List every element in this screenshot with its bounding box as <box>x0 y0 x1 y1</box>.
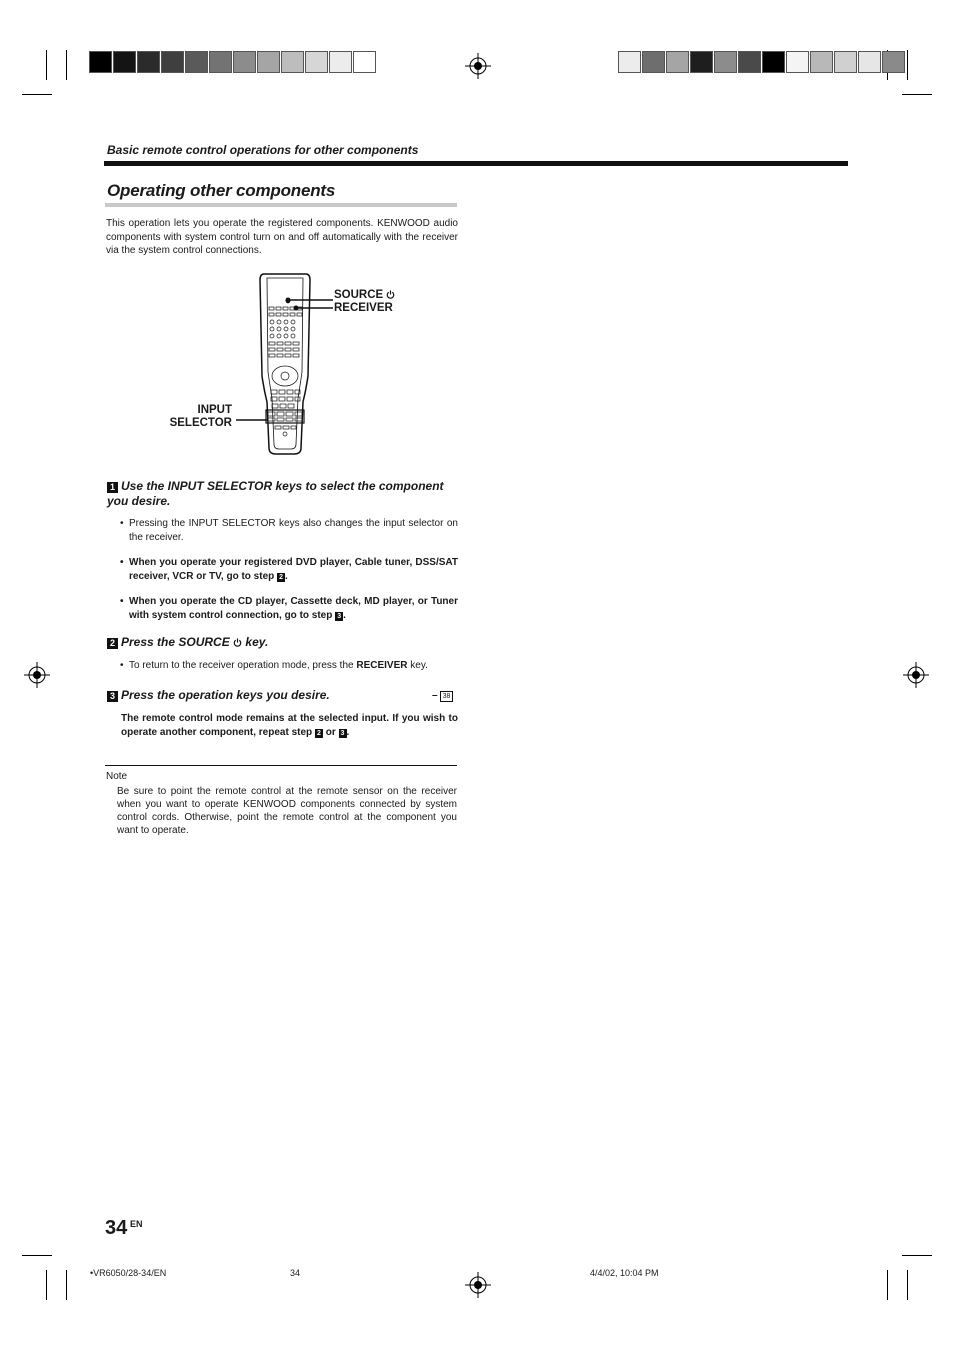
power-icon <box>233 638 242 647</box>
step-2-bullet-pre: To return to the receiver operation mode, press the <box>129 660 354 671</box>
step-3-body-or: or <box>325 726 336 738</box>
intro-paragraph: This operation lets you operate the registered components. KENWOOD audio components with system control turn on and off automatically with the receiver via the system control connections. <box>106 218 458 256</box>
step-1-bullet-text: Pressing the INPUT SELECTOR keys also changes the input selector on the receiver. <box>129 518 458 543</box>
crop-mark <box>66 1270 67 1300</box>
crop-mark <box>902 1255 932 1256</box>
step-1-bullet-text: When you operate your registered DVD player, Cable tuner, DSS/SAT receiver, VCR or TV, go to step <box>129 557 458 582</box>
step-1-bullet: • When you operate the CD player, Cassette deck, MD player, or Tuner with system control connection, go to step 3 . <box>120 596 458 621</box>
color-swatch <box>642 51 665 73</box>
color-swatch <box>209 51 232 73</box>
callout-lines <box>230 290 340 430</box>
step-1-title-text: Use the INPUT SELECTOR keys to select the component you desire. <box>107 479 444 508</box>
color-bar-right <box>618 51 906 73</box>
footer-timestamp: 4/4/02, 10:04 PM <box>590 1268 659 1278</box>
color-swatch <box>882 51 905 73</box>
step-2-title <box>107 635 459 650</box>
color-swatch <box>762 51 785 73</box>
step-ref-badge: 3 <box>335 612 343 621</box>
color-swatch <box>858 51 881 73</box>
crop-mark <box>907 1270 908 1300</box>
crop-mark <box>907 50 908 80</box>
color-swatch <box>618 51 641 73</box>
source-callout <box>334 289 395 302</box>
receiver-callout: RECEIVER <box>334 302 393 314</box>
color-swatch <box>233 51 256 73</box>
color-swatch <box>185 51 208 73</box>
page-ref-box-icon: 38 <box>440 691 454 702</box>
step-ref-badge: 3 <box>339 729 347 738</box>
crop-mark <box>46 1270 47 1300</box>
color-swatch <box>161 51 184 73</box>
color-swatch <box>329 51 352 73</box>
step-1-title <box>107 479 459 509</box>
input-selector-callout <box>160 404 232 430</box>
page-number: 34 <box>105 1217 128 1239</box>
page-language: EN <box>130 1219 143 1229</box>
step-3-body: The remote control mode remains at the selected input. If you wish to operate another component, repeat step 2 or 3 . <box>121 713 458 738</box>
power-icon <box>386 290 395 299</box>
registration-mark-icon <box>24 662 50 688</box>
color-swatch <box>738 51 761 73</box>
step-2-bullet: • To return to the receiver operation mode, press the RECEIVER key. <box>120 660 428 671</box>
step-2-title-pre: Press the SOURCE <box>121 635 230 649</box>
crop-mark <box>902 94 932 95</box>
crop-mark <box>22 1255 52 1256</box>
step-2-bullet-post: key. <box>410 660 428 671</box>
section-heading: Basic remote control operations for other components <box>107 143 419 157</box>
color-swatch <box>137 51 160 73</box>
registration-mark-icon <box>465 1272 491 1298</box>
crop-mark <box>22 94 52 95</box>
step-1-bullet-text: When you operate the CD player, Cassette deck, MD player, or Tuner with system control connection, go to step <box>129 596 458 621</box>
source-callout-label: SOURCE <box>334 289 384 301</box>
note-divider <box>105 765 457 766</box>
step-number-badge: 3 <box>107 691 118 702</box>
color-swatch <box>353 51 376 73</box>
receiver-key-label: RECEIVER <box>356 660 408 671</box>
step-number-badge: 1 <box>107 482 118 493</box>
color-swatch <box>714 51 737 73</box>
note-body: Be sure to point the remote control at the remote sensor on the receiver when you want to operate KENWOOD components connected by system control cords. Otherwise, point the remote control at the component you want to operate. <box>117 786 457 836</box>
step-1-bullet: • When you operate your registered DVD player, Cable tuner, DSS/SAT receiver, VCR or TV, go to step 2 . <box>120 557 458 582</box>
color-swatch <box>305 51 328 73</box>
footer-page: 34 <box>290 1268 301 1278</box>
step-3-title <box>107 688 367 703</box>
page-reference: – 38 <box>432 690 453 702</box>
step-number-badge: 2 <box>107 638 118 649</box>
footer-file-id: •VR6050/28-34/EN <box>90 1268 167 1278</box>
step-ref-badge: 2 <box>277 573 285 582</box>
color-swatch <box>786 51 809 73</box>
step-3-body-text: The remote control mode remains at the selected input. If you wish to operate another component, repeat step <box>121 713 458 738</box>
step-3-title-text: Press the operation keys you desire. <box>121 688 330 702</box>
color-swatch <box>810 51 833 73</box>
color-swatch <box>834 51 857 73</box>
registration-mark-icon <box>465 53 491 79</box>
crop-mark <box>46 50 47 80</box>
color-bar-left <box>89 51 377 73</box>
color-swatch <box>89 51 112 73</box>
page-title: Operating other components <box>107 181 336 200</box>
step-ref-badge: 2 <box>315 729 323 738</box>
note-label: Note <box>106 771 128 782</box>
color-swatch <box>281 51 304 73</box>
crop-mark <box>66 50 67 80</box>
color-swatch <box>113 51 136 73</box>
crop-mark <box>887 1270 888 1300</box>
input-callout-line1: INPUT <box>197 404 232 416</box>
step-1-bullet: • Pressing the INPUT SELECTOR keys also changes the input selector on the receiver. <box>120 518 458 543</box>
title-underline <box>105 203 457 207</box>
header-rule <box>104 161 848 166</box>
registration-mark-icon <box>903 662 929 688</box>
color-swatch <box>257 51 280 73</box>
step-2-title-post: key. <box>245 635 269 649</box>
color-swatch <box>666 51 689 73</box>
input-callout-line2: SELECTOR <box>169 417 232 429</box>
color-swatch <box>690 51 713 73</box>
